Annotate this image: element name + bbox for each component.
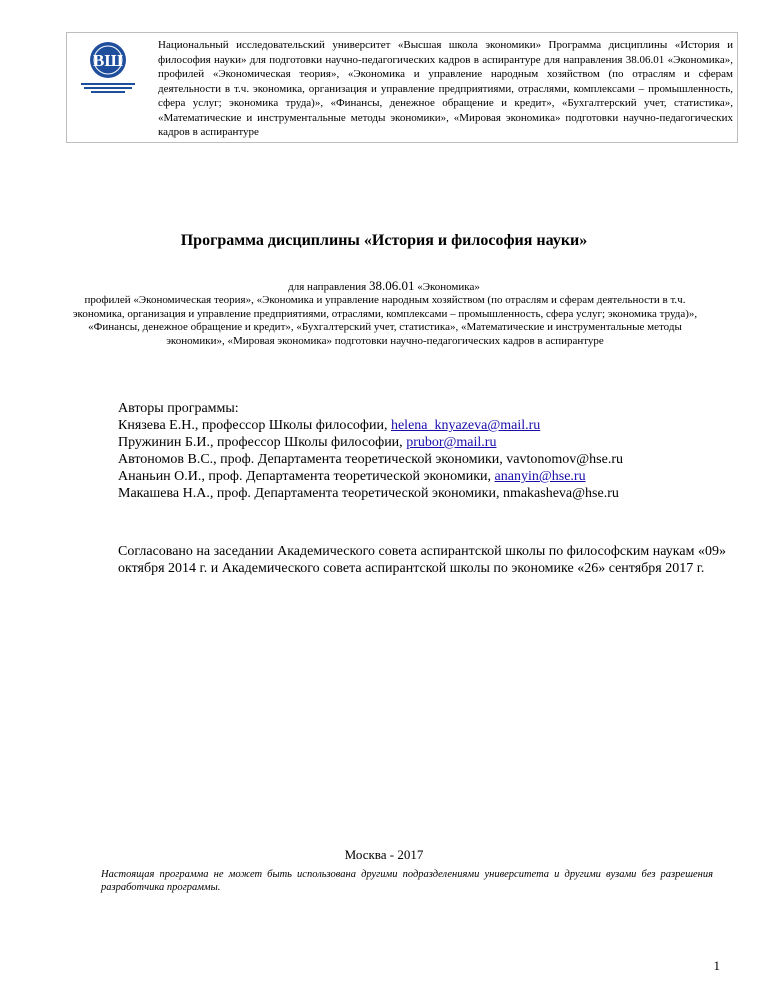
hse-logo-icon xyxy=(71,36,145,102)
document-title: Программа дисциплины «История и философия науки» xyxy=(180,232,588,249)
author-email-link[interactable]: prubor@mail.ru xyxy=(406,435,497,450)
authors-heading: Авторы программы: xyxy=(118,401,239,416)
author-email: vavtonomov@hse.ru xyxy=(506,452,624,467)
author-text: Пружинин Б.И., профессор Школы философии, xyxy=(118,435,407,450)
author-email-link[interactable]: helena_knyazeva@mail.ru xyxy=(390,418,541,433)
author-line xyxy=(118,468,738,485)
author-line xyxy=(118,451,738,468)
usage-notice: Настоящая программа не может быть использована другими подразделениями университета и другими вузами без разрешения разработчика программы. xyxy=(101,869,713,893)
direction-code: 38.06.01 xyxy=(368,278,415,293)
page-number: 1 xyxy=(713,958,720,973)
author-text: Макашева Н.А., проф. Департамента теоретической экономики, xyxy=(118,486,503,501)
direction-name: «Экономика» xyxy=(417,281,480,293)
header-box xyxy=(66,32,738,143)
header-text: Национальный исследовательский университет «Высшая школа экономики» Программа дисциплины «История и философия науки» для подготовки научно-педагогических кадров в аспирантуре для направления 38.06.01 «Экономика», профилей «Экономическая теория», «Экономика и управление народным хозяйством (по отраслям и сферам деятельности в т.ч. экономика, организация и управление предприятиями, отраслями, комплексами – промышленность, сфера услуг; экономика труда)», «Финансы, денежное обращение и кредит», «Бухгалтерский учет, статистика», «Математические и инструментальные методы экономики», «Мировая экономика» подготовки научно-педагогических кадров в аспирантуре xyxy=(158,39,733,138)
author-email: nmakasheva@hse.ru xyxy=(502,486,619,501)
direction-prefix: для направления xyxy=(288,281,367,293)
author-text: Князева Е.Н., профессор Школы философии, xyxy=(118,418,391,433)
author-line xyxy=(118,434,738,451)
svg-text:ВШ: ВШ xyxy=(92,51,124,70)
authors-block xyxy=(118,400,738,502)
city-year: Москва - 2017 xyxy=(344,847,424,862)
direction-line xyxy=(0,278,768,294)
author-line xyxy=(118,417,738,434)
profiles-text: профилей «Экономическая теория», «Экономика и управление народным хозяйством (по отраслям и сферам деятельности в т.ч. экономика, организация и управление предприятиями, отраслями, комплексами – промышленность, сфера услуг; экономика труда)», «Финансы, денежное обращение и кредит», «Бухгалтерский учет, статистика», «Математические и инструментальные методы экономики», «Мировая экономика» подготовки научно-педагогических кадров в аспирантуре xyxy=(72,294,698,347)
author-line xyxy=(118,485,738,502)
author-text: Ананьин О.И., проф. Департамента теоретической экономики, xyxy=(118,469,495,484)
author-text: Автономов В.С., проф. Департамента теоретической экономики, xyxy=(118,452,507,467)
approval-text: Согласовано на заседании Академического совета аспирантской школы по философским наукам «09» октября 2014 г. и Академического совета аспирантской школы по экономике «26» сентября 2017 г. xyxy=(118,544,726,576)
author-email-link[interactable]: ananyin@hse.ru xyxy=(494,469,586,484)
